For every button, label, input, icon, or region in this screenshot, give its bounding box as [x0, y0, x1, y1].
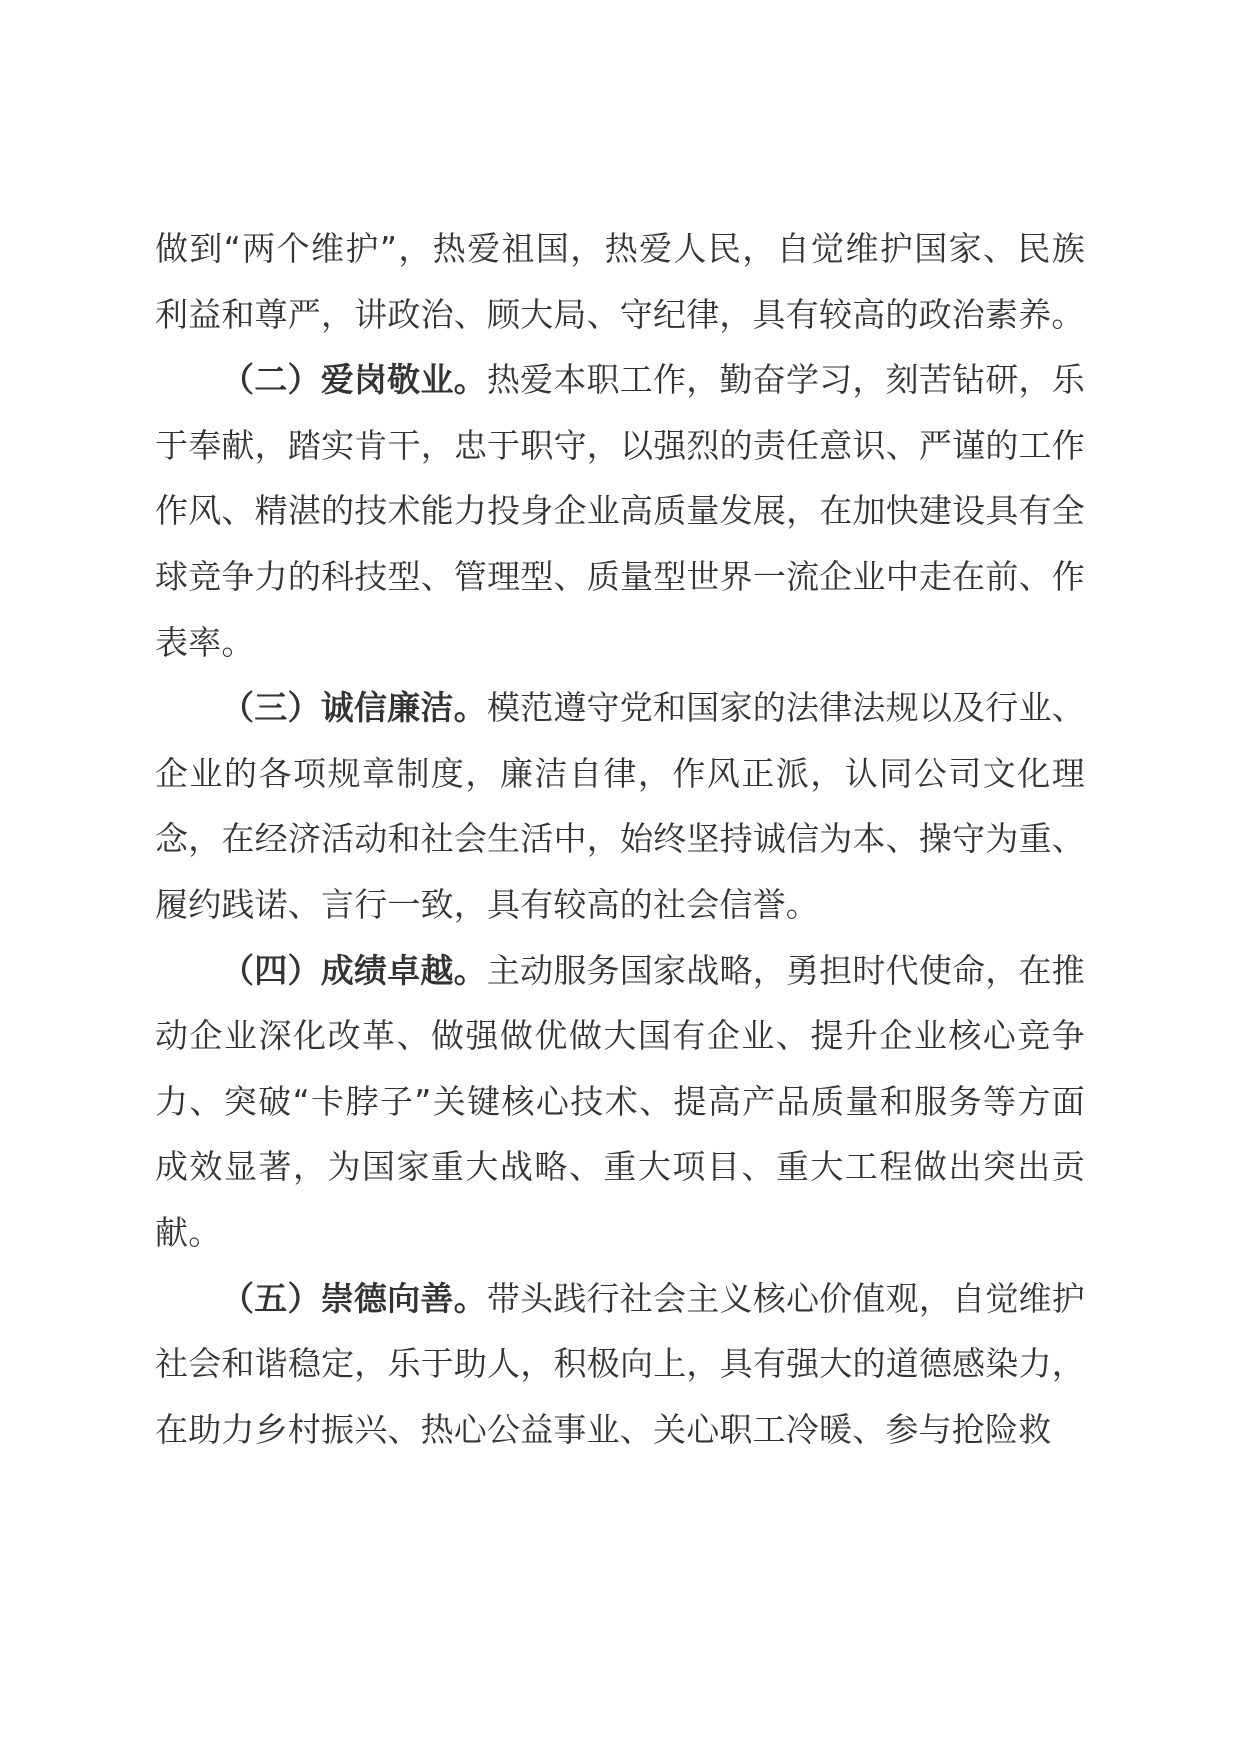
section-heading: （三）诚信廉洁。 [221, 688, 487, 728]
section-heading: （二）爱岗敬业。 [221, 360, 487, 400]
paragraph-continued [155, 216, 1085, 347]
paragraph-section-3 [155, 675, 1085, 937]
paragraph-text: 带头践行社会主义核心价值观，自觉维护社会和谐稳定，乐于助人，积极向上，具有强大的道德感染力，在助力乡村振兴、热心公益事业、关心职工冷暖、参与抢险救 [155, 1278, 1085, 1449]
section-heading: （五）崇德向善。 [221, 1278, 487, 1318]
paragraph-section-2 [155, 347, 1085, 675]
paragraph-section-5 [155, 1266, 1085, 1463]
paragraph-text: 做到“两个维护”，热爱祖国，热爱人民，自觉维护国家、民族利益和尊严，讲政治、顾大局、守纪律，具有较高的政治素养。 [155, 229, 1085, 334]
paragraph-text: 主动服务国家战略，勇担时代使命，在推动企业深化改革、做强做优做大国有企业、提升企业核心竞争力、突破“卡脖子”关键核心技术、提高产品质量和服务等方面成效显著，为国家重大战略、重大项目、重大工程做出突出贡献。 [155, 950, 1085, 1252]
paragraph-text: 热爱本职工作，勤奋学习，刻苦钻研，乐于奉献，踏实肯干，忠于职守，以强烈的责任意识、严谨的工作作风、精湛的技术能力投身企业高质量发展，在加快建设具有全球竞争力的科技型、管理型、质量型世界一流企业中走在前、作表率。 [155, 360, 1085, 662]
paragraph-text: 模范遵守党和国家的法律法规以及行业、企业的各项规章制度，廉洁自律，作风正派，认同公司文化理念，在经济活动和社会生活中，始终坚持诚信为本、操守为重、履约践诺、言行一致，具有较高的社会信誉。 [155, 688, 1085, 924]
section-heading: （四）成绩卓越。 [221, 950, 487, 990]
paragraph-section-4 [155, 938, 1085, 1266]
document-body [155, 216, 1085, 1462]
